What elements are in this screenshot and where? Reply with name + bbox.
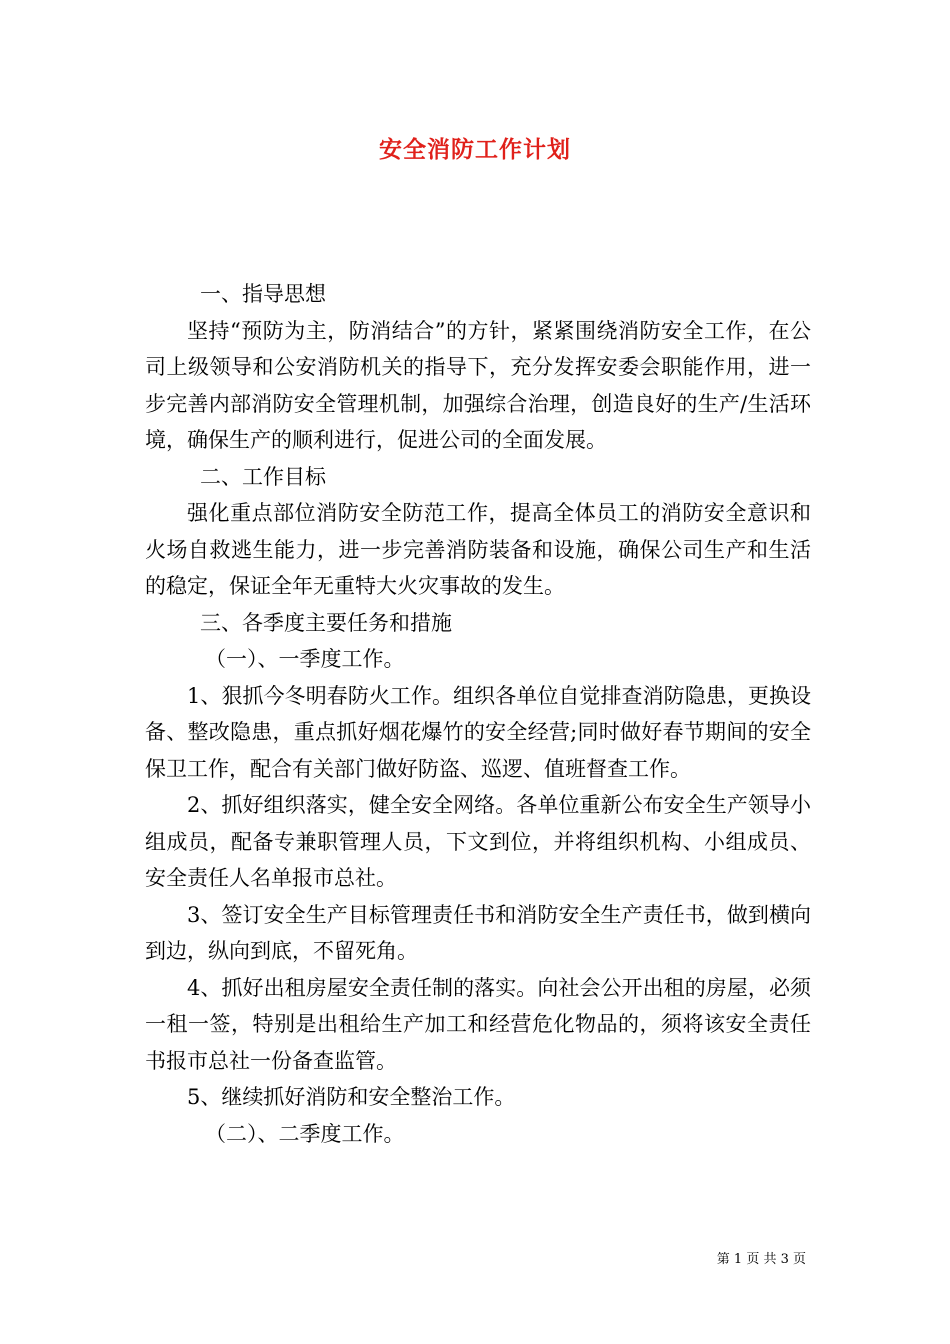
subsection-heading: （二）、二季度工作。 xyxy=(205,1121,405,1146)
paragraph: 1、狠抓今冬明春防火工作。组织各单位自觉排查消防隐患，更换设备、整改隐患，重点抓好烟花爆竹的安全经营;同时做好春节期间的安全保卫工作，配合有关部门做好防盗、巡逻、值班督查工作。 xyxy=(145,683,811,781)
paragraph: 4、抓好出租房屋安全责任制的落实。向社会公开出租的房屋，必须一租一签，特别是出租给生产加工和经营危化物品的，须将该安全责任书报市总社一份备查监管。 xyxy=(145,975,811,1073)
paragraph: 3、签订安全生产目标管理责任书和消防安全生产责任书，做到横向到边，纵向到底，不留死角。 xyxy=(145,902,811,963)
paragraph: 5、继续抓好消防和安全整治工作。 xyxy=(187,1085,516,1109)
paragraph: 强化重点部位消防安全防范工作，提高全体员工的消防安全意识和火场自救逃生能力，进一步完善消防装备和设施，确保公司生产和生活的稳定，保证全年无重特大火灾事故的发生。 xyxy=(145,501,811,598)
paragraph: 坚持“预防为主，防消结合”的方针，紧紧围绕消防安全工作，在公司上级领导和公安消防机关的指导下，充分发挥安委会职能作用，进一步完善内部消防安全管理机制，加强综合治理，创造良好的生产/生活环境，确保生产的顺利进行，促进公司的全面发展。 xyxy=(145,318,811,452)
document-body xyxy=(145,276,811,1152)
paragraph: 2、抓好组织落实，健全安全网络。各单位重新公布安全生产领导小组成员，配备专兼职管理人员，下文到位，并将组织机构、小组成员、安全责任人名单报市总社。 xyxy=(145,793,811,890)
section-heading: 一、指导思想 xyxy=(200,282,326,306)
page-number: 第 1 页 共 3 页 xyxy=(716,1252,806,1267)
section-heading: 三、各季度主要任务和措施 xyxy=(200,610,452,635)
document-title: 安全消防工作计划 xyxy=(379,137,571,163)
subsection-heading: （一）、一季度工作。 xyxy=(205,647,405,671)
section-heading: 二、工作目标 xyxy=(200,464,326,489)
